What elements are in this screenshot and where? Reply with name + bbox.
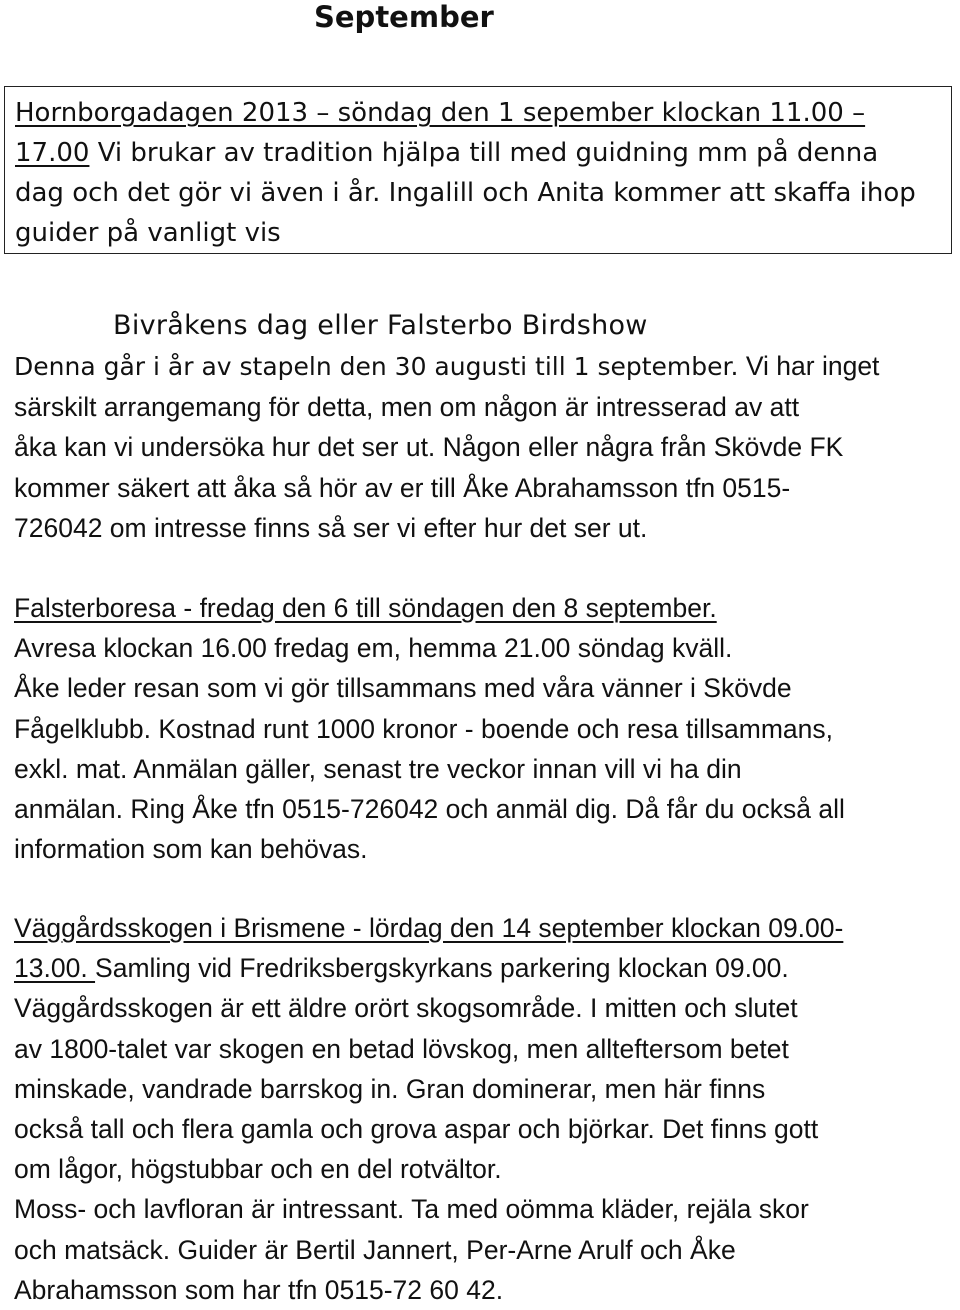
page-title: September <box>314 0 494 34</box>
bivrak-line-2: särskilt arrangemang för detta, men om någon är intresserad av att <box>14 392 800 423</box>
hornborga-line-3-text: dag och det gör vi även i år. Ingalill och Anita kommer att skaffa ihop <box>15 178 916 208</box>
bivrak-line-1-a: Denna går i år av stapeln den 30 augusti till 1 september. <box>14 352 739 381</box>
bivrak-line-4: kommer säkert att åka så hör av er till Åke Abrahamsson tfn 0515- <box>14 472 791 503</box>
falsterbo-line-4: Fågelklubb. Kostnad runt 1000 kronor - boende och resa tillsammans, <box>14 713 834 744</box>
vaggard-trip-heading: Väggårdsskogen i Brismene - lördag den 14 september klockan 09.00- <box>14 913 844 943</box>
hornborga-line-2-underlined: 17.00 <box>15 138 90 168</box>
bivrak-line-1-b: Vi har inget <box>745 351 880 381</box>
vaggard-paragraph <box>14 908 950 1310</box>
vaggard-line-1 <box>14 908 950 948</box>
falsterbo-paragraph <box>14 588 950 869</box>
falsterbo-line-2: Avresa klockan 16.00 fredag em, hemma 21.00 söndag kväll. <box>14 633 733 664</box>
hornborga-line-4 <box>15 213 941 253</box>
vaggard-line-4: av 1800-talet var skogen en betad lövskog, men allteftersom betet <box>14 1033 789 1064</box>
vaggard-line-9: och matsäck. Guider är Bertil Jannert, Per-Arne Arulf och Åke <box>14 1234 736 1265</box>
vaggard-line-2 <box>14 948 950 988</box>
bivrak-line-3-a: åka kan vi undersöka hur det ser ut. <box>14 432 436 463</box>
falsterbo-trip-heading: Falsterboresa - fredag den 6 till söndagen den 8 september. <box>14 593 717 623</box>
vaggard-line-6: också tall och flera gamla och grova aspar och björkar. Det finns gott <box>14 1114 819 1145</box>
vaggard-line-5: minskade, vandrade barrskog in. Gran dominerar, men här finns <box>14 1073 766 1104</box>
bivrak-line-5: 726042 om intresse finns så ser vi efter hur det ser ut. <box>14 512 648 543</box>
vaggard-line-3: Väggårdsskogen är ett äldre orört skogsområde. I mitten och slutet <box>14 993 798 1024</box>
falsterbo-line-5: exkl. mat. Anmälan gäller, senast tre veckor innan vill vi ha din <box>14 753 742 784</box>
falsterbo-line-1 <box>14 588 950 628</box>
bivrak-line-1 <box>14 346 950 387</box>
falsterbo-line-3: Åke leder resan som vi gör tillsammans med våra vänner i Skövde <box>14 673 792 704</box>
vaggard-line-10: Abrahamsson som har tfn 0515-72 60 42. <box>14 1274 504 1305</box>
hornborga-line-2-text: Vi brukar av tradition hjälpa till med guidning mm på denna <box>89 138 879 168</box>
falsterbo-line-6: anmälan. Ring Åke tfn 0515-726042 och anmäl dig. Då får du också all <box>14 794 845 825</box>
bivrak-line-3 <box>14 427 950 467</box>
vaggard-line-8: Moss- och lavfloran är intressant. Ta med oömma kläder, rejäla skor <box>14 1194 809 1225</box>
hornborga-line-3 <box>15 173 941 213</box>
bivrak-heading: Bivråkens dag eller Falsterbo Birdshow <box>113 310 648 341</box>
bivrak-paragraph <box>14 346 950 548</box>
vaggard-line-2-underlined: 13.00. <box>14 953 96 984</box>
hornborga-line-1 <box>15 93 941 133</box>
vaggard-line-2-text: Samling vid Fredriksbergskyrkans parkering klockan 09.00. <box>95 953 789 984</box>
hornborga-line-4-text: guider på vanligt vis <box>15 218 281 248</box>
bivrak-line-3-b: Någon eller några från Skövde FK <box>442 432 844 463</box>
falsterbo-line-7: information som kan behövas. <box>14 834 368 865</box>
vaggard-line-7: om lågor, högstubbar och en del rotvältor. <box>14 1154 502 1185</box>
hornborga-line-1-underlined: Hornborgadagen 2013 – söndag den 1 sepember klockan 11.00 – <box>15 98 866 128</box>
hornborga-section-box <box>4 86 952 254</box>
hornborga-line-2 <box>15 133 941 173</box>
